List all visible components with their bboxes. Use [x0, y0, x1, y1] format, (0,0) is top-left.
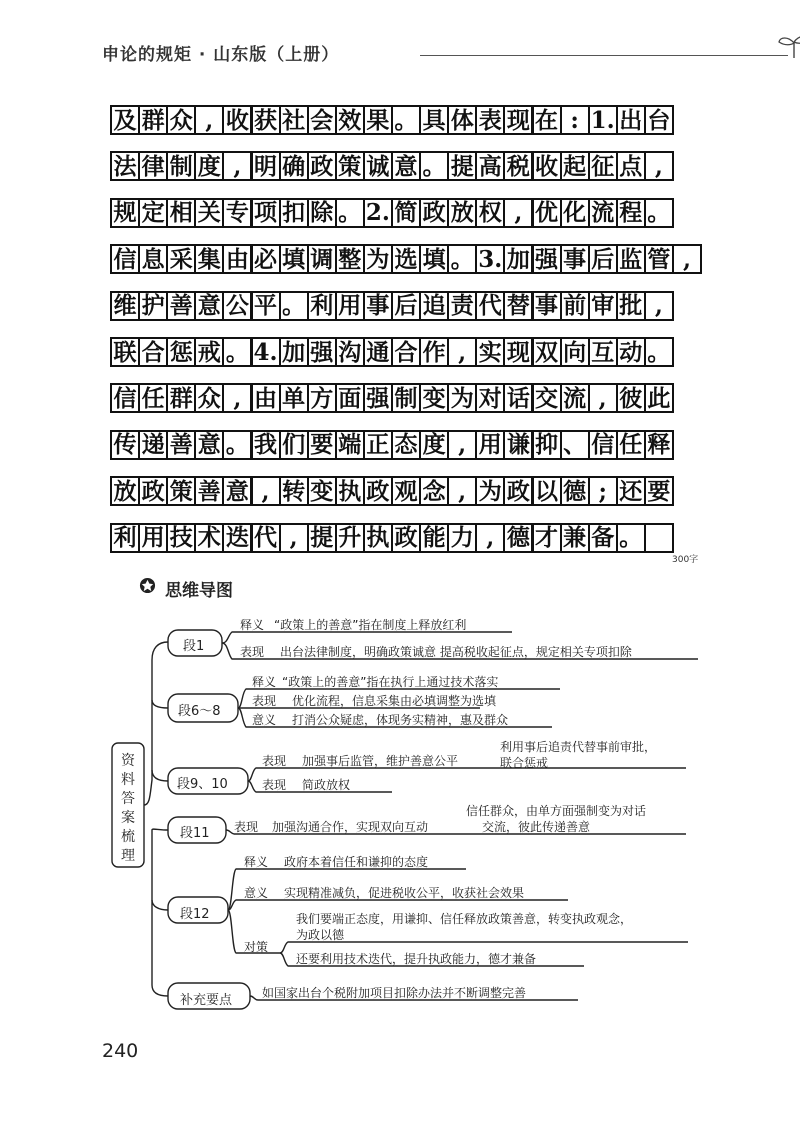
grid-cell: 化: [560, 198, 590, 228]
grid-cell: 程: [616, 198, 646, 228]
grid-cell: 群: [138, 105, 168, 135]
grid-cell: 出: [616, 105, 646, 135]
seg6-8-key-3: 意义: [252, 713, 277, 727]
grid-cell: 采: [166, 244, 196, 274]
grid-cell: 政: [391, 523, 421, 553]
grid-cell: 获: [251, 105, 281, 135]
grid-cell: 为: [475, 476, 505, 506]
grid-cell: [644, 523, 674, 553]
grid-cell: 众: [166, 105, 196, 135]
grid-cell: 专: [222, 198, 252, 228]
grid-cell: 态: [391, 430, 421, 460]
grid-cell: 。: [447, 244, 477, 274]
grid-cell: 合: [391, 337, 421, 367]
grid-cell: 放: [110, 476, 140, 506]
grid-cell: 现: [503, 337, 533, 367]
grid-cell: 代: [251, 523, 281, 553]
seg12-key-3: 对策: [244, 940, 269, 954]
grid-cell: 果: [363, 105, 393, 135]
grid-cell: 政: [138, 476, 168, 506]
grid-cell: 任: [138, 383, 168, 413]
grid-cell: 由: [222, 244, 252, 274]
grid-cell: ,: [447, 337, 477, 367]
grid-cell: 意: [222, 476, 252, 506]
grid-cell: 能: [419, 523, 449, 553]
seg1-text-1: “政策上的善意”指在制度上释放红利: [274, 618, 467, 632]
seg6-8-key-1: 释义: [252, 675, 277, 689]
grid-cell: 策: [335, 151, 365, 181]
grid-cell: 我: [251, 430, 281, 460]
grid-cell: 备: [588, 523, 618, 553]
grid-cell: 明: [251, 151, 281, 181]
grid-cell: 执: [363, 523, 393, 553]
running-header: [102, 38, 722, 66]
grid-cell: 观: [391, 476, 421, 506]
grid-cell: 后: [588, 244, 618, 274]
grid-cell: 戒: [194, 337, 224, 367]
grid-cell: 此: [644, 383, 674, 413]
grid-cell: 彼: [616, 383, 646, 413]
seg12-text-5: 为政以德: [296, 928, 345, 942]
grid-cell: 信: [110, 244, 140, 274]
grid-cell: 信: [588, 430, 618, 460]
grid-cell: 流: [560, 383, 590, 413]
seg9-10-text-1: 加强事后监管，维护善意公平: [302, 754, 459, 768]
grid-cell: 迭: [222, 523, 252, 553]
grid-cell: 台: [644, 105, 674, 135]
grid-cell: 善: [166, 430, 196, 460]
grid-cell: ,: [503, 198, 533, 228]
grid-cell: 端: [335, 430, 365, 460]
grid-cell: ;: [588, 476, 618, 506]
grid-cell: 收: [222, 105, 252, 135]
grid-cell: ,: [475, 523, 505, 553]
grid-cell: 兼: [560, 523, 590, 553]
grid-cell: 批: [616, 291, 646, 321]
seg1-key-1: 释义: [240, 618, 265, 632]
grid-cell: 选: [391, 244, 421, 274]
grid-cell: 调: [307, 244, 337, 274]
grid-cell: 事: [532, 291, 562, 321]
grid-cell: 以: [532, 476, 562, 506]
grid-cell: 正: [363, 430, 393, 460]
grid-cell: 强: [363, 383, 393, 413]
grid-cell: 加: [503, 244, 533, 274]
grid-cell: 德: [560, 476, 590, 506]
grid-cell: ,: [279, 523, 309, 553]
grid-cell: 税: [503, 151, 533, 181]
grid-cell: 管: [644, 244, 674, 274]
grid-cell: 转: [279, 476, 309, 506]
grid-cell: 释: [644, 430, 674, 460]
grid-cell: 传: [110, 430, 140, 460]
grid-cell: 用: [335, 291, 365, 321]
grid-cell: 息: [138, 244, 168, 274]
grid-cell: 德: [503, 523, 533, 553]
grid-cell: 及: [110, 105, 140, 135]
grid-cell: 实: [475, 337, 505, 367]
grid-cell: 政: [363, 476, 393, 506]
grid-cell: 制: [166, 151, 196, 181]
seg9-10-key-4: 表现: [262, 778, 287, 792]
grid-cell: 维: [110, 291, 140, 321]
grid-cell: 交: [532, 383, 562, 413]
grid-cell: 。: [419, 151, 449, 181]
grid-cell: 度: [194, 151, 224, 181]
grid-cell: 双: [532, 337, 562, 367]
seg11-key-1: 表现: [234, 820, 259, 834]
grid-cell: 才: [532, 523, 562, 553]
grid-cell: 集: [194, 244, 224, 274]
grid-cell: 扣: [279, 198, 309, 228]
grid-cell: 。: [644, 337, 674, 367]
grid-cell: 。: [222, 337, 252, 367]
page-number: 240: [102, 1040, 139, 1062]
grid-cell: 起: [560, 151, 590, 181]
grid-cell: 简: [391, 198, 421, 228]
seg6-8-text-2: 优化流程，信息采集由必填调整为选填: [292, 694, 497, 708]
grid-cell: 沟: [335, 337, 365, 367]
grid-cell: 规: [110, 198, 140, 228]
supplement-text: 如国家出台个税附加项目扣除办法并不断调整完善: [262, 986, 527, 1000]
grid-cell: 、: [560, 430, 590, 460]
grid-cell: 前: [560, 291, 590, 321]
grid-cell: 提: [307, 523, 337, 553]
word-count: 300字: [672, 555, 699, 565]
seg12-text-6: 还要利用技术迭代，提升执政能力，德才兼备: [296, 952, 537, 966]
grid-cell: 方: [307, 383, 337, 413]
grid-cell: 。: [222, 430, 252, 460]
grid-cell: 。: [644, 198, 674, 228]
grid-cell: 体: [447, 105, 477, 135]
grid-cell: 关: [194, 198, 224, 228]
grid-cell: 变: [419, 383, 449, 413]
grid-cell: 术: [194, 523, 224, 553]
grid-cell: 在: [532, 105, 562, 135]
grid-cell: 用: [475, 430, 505, 460]
seg11-text-3: 交流，彼此传递善意: [482, 820, 591, 834]
grid-cell: 政: [419, 198, 449, 228]
grid-cell: 向: [560, 337, 590, 367]
grid-cell: 社: [279, 105, 309, 135]
grid-cell: 善: [166, 291, 196, 321]
grid-cell: 权: [475, 198, 505, 228]
grid-cell: 责: [447, 291, 477, 321]
grid-cell: ,: [222, 383, 252, 413]
seg9-10-text-3: 联合惩戒: [500, 756, 549, 770]
grid-cell: ,: [644, 291, 674, 321]
grid-cell: 为: [447, 383, 477, 413]
grid-cell: 联: [110, 337, 140, 367]
grid-cell: 为: [363, 244, 393, 274]
grid-cell: 要: [644, 476, 674, 506]
grid-cell: ,: [644, 151, 674, 181]
grid-cell: 。: [391, 105, 421, 135]
grid-cell: 填: [279, 244, 309, 274]
grid-cell: 必: [251, 244, 281, 274]
grid-cell: 力: [447, 523, 477, 553]
grid-cell: ,: [672, 244, 702, 274]
grid-cell: 流: [588, 198, 618, 228]
seg1-key-2: 表现: [240, 645, 265, 659]
grid-cell: 递: [138, 430, 168, 460]
grid-cell: 用: [138, 523, 168, 553]
grid-cell: 作: [419, 337, 449, 367]
grid-cell: ,: [447, 476, 477, 506]
grid-cell: ,: [588, 383, 618, 413]
grid-cell: 合: [138, 337, 168, 367]
grid-cell: 后: [391, 291, 421, 321]
grid-cell: 法: [110, 151, 140, 181]
grid-cell: ,: [194, 105, 224, 135]
grid-cell: 公: [222, 291, 252, 321]
grid-cell: 现: [503, 105, 533, 135]
seg6-8-text-1: “政策上的善意”指在执行上通过技术落实: [282, 675, 499, 689]
grid-cell: 众: [194, 383, 224, 413]
seg9-10-text-4: 简政放权: [302, 778, 351, 792]
grid-cell: 2.: [363, 198, 393, 228]
grid-cell: 点: [616, 151, 646, 181]
grid-cell: 升: [335, 523, 365, 553]
grid-cell: 技: [166, 523, 196, 553]
grid-cell: 。: [616, 523, 646, 553]
seg12-key-1: 释义: [244, 855, 269, 869]
grid-cell: 3.: [475, 244, 505, 274]
grid-cell: 确: [279, 151, 309, 181]
grid-cell: ,: [222, 151, 252, 181]
grid-cell: :: [560, 105, 590, 135]
grid-cell: 任: [616, 430, 646, 460]
grid-cell: 念: [419, 476, 449, 506]
branch-label-seg11: 段11: [180, 826, 210, 841]
grid-cell: 话: [503, 383, 533, 413]
grid-cell: 定: [138, 198, 168, 228]
grid-cell: 意: [391, 151, 421, 181]
mindmap-root: 资料答案梳理: [121, 753, 135, 864]
grid-cell: 执: [335, 476, 365, 506]
grid-cell: 优: [532, 198, 562, 228]
grid-cell: 抑: [532, 430, 562, 460]
grid-cell: 相: [166, 198, 196, 228]
grid-cell: 群: [166, 383, 196, 413]
grid-cell: 事: [560, 244, 590, 274]
grid-cell: 善: [194, 476, 224, 506]
seg9-10-text-2: 利用事后追责代替事前审批，: [500, 740, 657, 754]
grid-cell: 利: [110, 523, 140, 553]
grid-cell: 策: [166, 476, 196, 506]
grid-cell: ,: [447, 430, 477, 460]
branch-label-supplement: 补充要点: [180, 993, 233, 1008]
grid-cell: 项: [251, 198, 281, 228]
grid-cell: 替: [503, 291, 533, 321]
branch-label-seg6-8: 段6～8: [178, 704, 221, 719]
grid-cell: 信: [110, 383, 140, 413]
grid-cell: 监: [616, 244, 646, 274]
grid-cell: 面: [335, 383, 365, 413]
grid-cell: 除: [307, 198, 337, 228]
grid-cell: 度: [419, 430, 449, 460]
grid-cell: 们: [279, 430, 309, 460]
seg12-text-1: 政府本着信任和谦抑的态度: [284, 855, 429, 869]
grid-cell: 通: [363, 337, 393, 367]
mindmap-title: 思维导图: [165, 581, 233, 601]
grid-cell: 效: [335, 105, 365, 135]
grid-cell: 意: [194, 291, 224, 321]
grid-cell: 意: [194, 430, 224, 460]
grid-cell: 审: [588, 291, 618, 321]
seg12-text-2: 实现精准减负，促进税收公平，收获社会效果: [284, 886, 525, 900]
grid-cell: ,: [251, 476, 281, 506]
header-rule: [420, 55, 788, 56]
grid-cell: 平: [251, 291, 281, 321]
seg11-text-2: 信任群众，由单方面强制变为对话: [466, 804, 647, 818]
grid-cell: 事: [363, 291, 393, 321]
branch-label-seg12: 段12: [180, 907, 210, 922]
grid-cell: 。: [335, 198, 365, 228]
grid-cell: 互: [588, 337, 618, 367]
book-title: 申论的规矩 · 山东版（上册）: [102, 45, 340, 65]
seg12-text-4: 我们要端正态度，用谦抑、信任释放政策善意，转变执政观念，: [296, 912, 633, 926]
grid-cell: 对: [475, 383, 505, 413]
grid-cell: 变: [307, 476, 337, 506]
grid-cell: 单: [279, 383, 309, 413]
grid-cell: 提: [447, 151, 477, 181]
grid-cell: 动: [616, 337, 646, 367]
grid-cell: 律: [138, 151, 168, 181]
grid-cell: 要: [307, 430, 337, 460]
grid-cell: 惩: [166, 337, 196, 367]
branch-label-seg1: 段1: [183, 639, 205, 654]
grid-cell: 强: [532, 244, 562, 274]
grid-cell: 填: [419, 244, 449, 274]
grid-cell: 整: [335, 244, 365, 274]
grid-cell: 政: [307, 151, 337, 181]
grid-cell: 由: [251, 383, 281, 413]
sprout-icon: [774, 34, 800, 60]
grid-cell: 放: [447, 198, 477, 228]
grid-cell: 4.: [251, 337, 281, 367]
grid-cell: 还: [616, 476, 646, 506]
flower-badge-icon: [139, 577, 156, 594]
branch-label-seg9-10: 段9、10: [177, 777, 228, 792]
grid-cell: 制: [391, 383, 421, 413]
grid-cell: 代: [475, 291, 505, 321]
grid-cell: 。: [279, 291, 309, 321]
grid-cell: 利: [307, 291, 337, 321]
grid-cell: 表: [475, 105, 505, 135]
grid-cell: 1.: [588, 105, 618, 135]
grid-cell: 具: [419, 105, 449, 135]
grid-cell: 收: [532, 151, 562, 181]
seg12-key-2: 意义: [244, 886, 269, 900]
seg1-text-2: 出台法律制度，明确政策诚意 提高税收起征点，规定相关专项扣除: [280, 645, 632, 659]
grid-cell: 高: [475, 151, 505, 181]
grid-cell: 加: [279, 337, 309, 367]
grid-cell: 政: [503, 476, 533, 506]
seg6-8-text-3: 打消公众疑虑，体现务实精神，惠及群众: [292, 713, 509, 727]
grid-cell: 追: [419, 291, 449, 321]
grid-cell: 强: [307, 337, 337, 367]
grid-cell: 征: [588, 151, 618, 181]
seg9-10-key-1: 表现: [262, 754, 287, 768]
grid-cell: 谦: [503, 430, 533, 460]
grid-cell: 诚: [363, 151, 393, 181]
grid-cell: 护: [138, 291, 168, 321]
seg6-8-key-2: 表现: [252, 694, 277, 708]
grid-cell: 会: [307, 105, 337, 135]
seg11-text-1: 加强沟通合作，实现双向互动: [272, 820, 429, 834]
